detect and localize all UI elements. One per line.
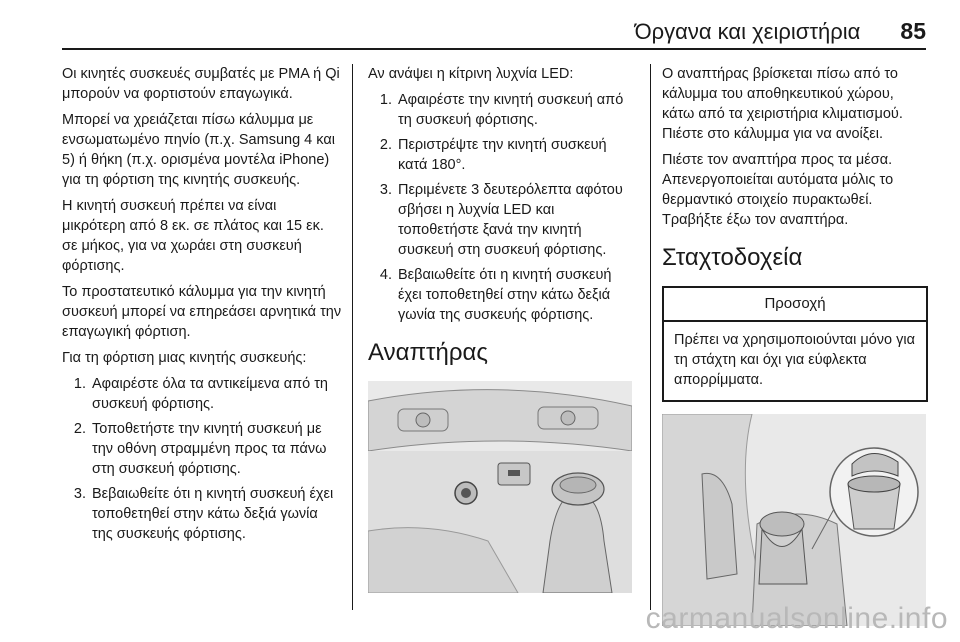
paragraph: Το προστατευτικό κάλυμμα για την κινητή συσκευή μπορεί να επηρεάσει αρνητικά την επαγωγική φόρτιση. bbox=[62, 284, 342, 340]
header-rule bbox=[62, 48, 926, 50]
list-item bbox=[368, 180, 638, 260]
section-title-ashtrays: Σταχτοδοχεία bbox=[662, 244, 803, 271]
list-item bbox=[368, 135, 638, 175]
step-number: 3. bbox=[379, 182, 392, 198]
watermark: carmanualsonline.info bbox=[645, 602, 948, 635]
paragraph: Μπορεί να χρειάζεται πίσω κάλυμμα με ενσωματωμένο πηνίο (π.χ. Samsung 4 και 5) ή θήκη (π.χ. ορισμένα μοντέλα iPhone) για τη φόρτιση της κινητής συσκευής. bbox=[62, 112, 335, 188]
page-header bbox=[635, 18, 926, 45]
caution-body: Πρέπει να χρησιμοποιούνται μόνο για τη στάχτη και όχι για εύφλεκτα απορρίμματα. bbox=[674, 332, 915, 388]
list-item bbox=[62, 484, 342, 544]
column-2 bbox=[368, 64, 638, 593]
paragraph: Για τη φόρτιση μιας κινητής συσκευής: bbox=[62, 350, 307, 366]
caution-heading: Προσοχή bbox=[664, 288, 926, 322]
column-1 bbox=[62, 64, 342, 550]
step-number: 2. bbox=[73, 421, 86, 437]
column-3 bbox=[662, 64, 930, 626]
step-text: Βεβαιωθείτε ότι η κινητή συσκευή έχει τοποθετηθεί στην κάτω δεξιά γωνία της συσκευής φόρτισης. bbox=[92, 486, 334, 542]
step-number: 1. bbox=[73, 376, 86, 392]
paragraph: Η κινητή συσκευή πρέπει να είναι μικρότερη από 8 εκ. σε πλάτος και 15 εκ. σε μήκος, για να χωράει στη συσκευή φόρτισης. bbox=[62, 198, 324, 274]
paragraph: Πιέστε τον αναπτήρα προς τα μέσα. Απενεργοποιείται αυτόματα μόλις το θερμαντικό στοιχείο πυρακτωθεί. Τραβήξτε έξω τον αναπτήρα. bbox=[662, 152, 894, 228]
list-item bbox=[62, 374, 342, 414]
step-number: 2. bbox=[379, 137, 392, 153]
step-text: Βεβαιωθείτε ότι η κινητή συσκευή έχει τοποθετηθεί στην κάτω δεξιά γωνία της συσκευής φόρτισης. bbox=[398, 267, 612, 323]
step-text: Αφαιρέστε όλα τα αντικείμενα από τη συσκευή φόρτισης. bbox=[92, 376, 328, 412]
list-item bbox=[62, 419, 342, 479]
step-text: Τοποθετήστε την κινητή συσκευή με την οθόνη στραμμένη προς τα πάνω στη συσκευή φόρτισης. bbox=[92, 421, 327, 477]
paragraph: Ο αναπτήρας βρίσκεται πίσω από το κάλυμμα του αποθηκευτικού χώρου, κάτω από τα χειριστήρια κλιματισμού. Πιέστε στο κάλυμμα για να ανοίξει. bbox=[662, 66, 903, 142]
paragraph: Οι κινητές συσκευές συμβατές με PMA ή Qi μπορούν να φορτιστούν επαγωγικά. bbox=[62, 66, 340, 102]
step-text: Περιστρέψτε την κινητή συσκευή κατά 180°. bbox=[398, 137, 607, 173]
list-item bbox=[368, 90, 638, 130]
step-number: 3. bbox=[73, 486, 86, 502]
steps-list bbox=[368, 90, 638, 325]
page-number: 85 bbox=[900, 18, 926, 44]
column-divider bbox=[352, 64, 353, 610]
list-item bbox=[368, 265, 638, 325]
lighter-drawing bbox=[368, 381, 632, 593]
ashtray-drawing bbox=[662, 414, 926, 626]
column-divider bbox=[650, 64, 651, 610]
chapter-title: Όργανα και χειριστήρια bbox=[634, 19, 861, 44]
paragraph: Αν ανάψει η κίτρινη λυχνία LED: bbox=[368, 66, 574, 82]
step-text: Αφαιρέστε την κινητή συσκευή από τη συσκευή φόρτισης. bbox=[398, 92, 624, 128]
ashtray-illustration bbox=[662, 414, 926, 626]
lighter-illustration bbox=[368, 381, 632, 593]
steps-list bbox=[62, 374, 342, 544]
step-text: Περιμένετε 3 δευτερόλεπτα αφότου σβήσει η λυχνία LED και τοποθετήστε ξανά την κινητή συσκευή στη συσκευή φόρτισης. bbox=[398, 182, 623, 258]
step-number: 4. bbox=[379, 267, 392, 283]
caution-box bbox=[662, 286, 928, 402]
section-title-lighter: Αναπτήρας bbox=[368, 339, 488, 366]
step-number: 1. bbox=[379, 92, 392, 108]
